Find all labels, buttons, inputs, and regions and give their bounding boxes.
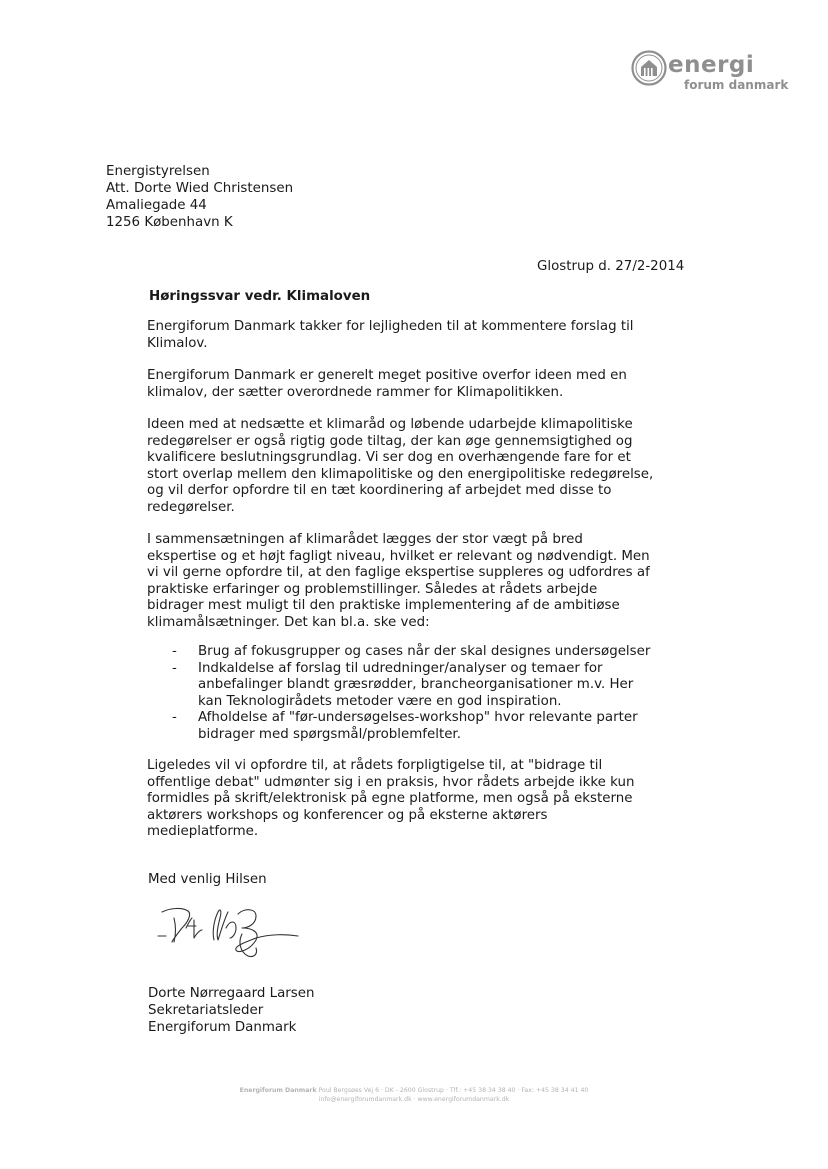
text-line: offentlige debat" udmønter sig i en praksis, hvor rådets arbejde ikke kun xyxy=(147,774,635,790)
recipient-line: Energistyrelsen xyxy=(106,164,210,179)
text-line: kvalificere beslutningsgrundlag. Vi ser dog en overhængende fare for et xyxy=(147,450,631,465)
bullet-item xyxy=(172,661,650,711)
logo-word: energi xyxy=(668,52,755,78)
bullet-item xyxy=(172,644,650,661)
bullet-dash: - xyxy=(172,660,177,676)
text-line: I sammensætningen af klimarådet lægges der stor vægt på bred xyxy=(147,532,583,547)
bullet-list xyxy=(172,644,650,743)
recipient-line: Att. Dorte Wied Christensen xyxy=(106,181,294,196)
footer-line-contact: info@energiforumdanmark.dk · www.energiforumdanmark.dk xyxy=(318,1096,510,1103)
text-line: aktørers workshops og konferencer og på eksterne aktørers xyxy=(147,807,548,823)
footer-address: Poul Bergsøes Vej 6 · DK - 2600 Glostrup · Tlf.: +45 38 34 38 40 · Fax: +45 38 34 41 40 xyxy=(318,1087,589,1094)
text-line: Brug af fokusgrupper og cases når der skal designes undersøgelser xyxy=(198,644,651,659)
text-line: Ligeledes vil vi opfordre til, at rådets forpligtigelse til, at "bidrage til xyxy=(147,758,603,773)
text-line: redegørelser. xyxy=(147,499,235,515)
bullet-dash: - xyxy=(172,710,177,725)
text-line: kan Teknologirådets metoder være en god inspiration. xyxy=(198,693,562,709)
sender-org: Energiforum Danmark xyxy=(148,1020,297,1035)
handwritten-signature xyxy=(152,898,312,968)
sender-block xyxy=(148,986,315,1037)
text-line: Ideen med at nedsætte et klimaråd og løbende udarbejde klimapolitiske xyxy=(147,417,633,432)
footer-org: Energiforum Danmark xyxy=(239,1087,317,1094)
text-line: formidles på skrift/elektronisk på egne platforme, men også på eksterne xyxy=(147,791,633,806)
paragraph-climate-council xyxy=(147,417,667,516)
recipient-address xyxy=(106,164,293,232)
recipient-line: 1256 København K xyxy=(106,215,233,230)
text-line: ekspertise og et højt fagligt niveau, hvilket er relevant og nødvendigt. Men xyxy=(147,548,650,564)
logo-house-icon xyxy=(630,48,670,88)
text-line: klimamålsætninger. Det kan bl.a. ske ved: xyxy=(147,614,430,630)
paragraph-intro xyxy=(147,319,667,352)
paragraph-public-debate xyxy=(147,758,667,841)
sender-name: Dorte Nørregaard Larsen xyxy=(148,986,315,1001)
text-line: vi vil gerne opfordre til, at den faglige ekspertise suppleres og udfordres af xyxy=(147,565,650,580)
text-line: stort overlap mellem den klimapolitiske og den energipolitiske redegørelse, xyxy=(147,466,654,482)
closing-greeting: Med venlig Hilsen xyxy=(148,872,267,887)
letter-subject: Høringssvar vedr. Klimaloven xyxy=(149,289,371,304)
text-line: redegørelser er også rigtig gode tiltag, der kan øge gennemsigtighed og xyxy=(147,433,633,449)
text-line: medieplatforme. xyxy=(147,824,259,839)
energiforum-logo xyxy=(630,48,789,98)
recipient-line: Amaliegade 44 xyxy=(106,198,207,213)
text-line: og vil derfor opfordre til en tæt koordinering af arbejdet med disse to xyxy=(147,483,612,498)
text-line: Klimalov. xyxy=(147,335,208,351)
letter-footer xyxy=(0,1086,828,1104)
paragraph-council-composition xyxy=(147,532,667,631)
bullet-dash: - xyxy=(172,644,177,659)
text-line: klimalov, der sætter overordnede rammer for Klimapolitikken. xyxy=(147,384,564,400)
bullet-item xyxy=(172,710,650,743)
text-line: anbefalinger blandt græsrødder, brancheorganisationer m.v. Her xyxy=(198,677,634,692)
text-line: bidrager mest muligt til den praktiske implementering af de ambitiøse xyxy=(147,598,620,613)
sender-title: Sekretariatsleder xyxy=(148,1003,264,1018)
text-line: bidrager med spørgsmål/problemfelter. xyxy=(198,726,461,742)
text-line: Indkaldelse af forslag til udredninger/analyser og temaer for xyxy=(198,660,603,676)
footer-line-address xyxy=(0,1086,828,1095)
text-line: praktiske erfaringer og problemstillinger. Således at rådets arbejde xyxy=(147,581,598,597)
paragraph-general-positive xyxy=(147,368,667,401)
text-line: Energiforum Danmark takker for lejligheden til at kommentere forslag til xyxy=(147,319,634,334)
text-line: Afholdelse af "før-undersøgelses-workshop" hvor relevante parter xyxy=(198,710,638,725)
text-line: Energiforum Danmark er generelt meget positive overfor ideen med en xyxy=(147,368,627,383)
letter-date: Glostrup d. 27/2-2014 xyxy=(537,259,685,274)
logo-subtitle: forum danmark xyxy=(684,78,789,92)
